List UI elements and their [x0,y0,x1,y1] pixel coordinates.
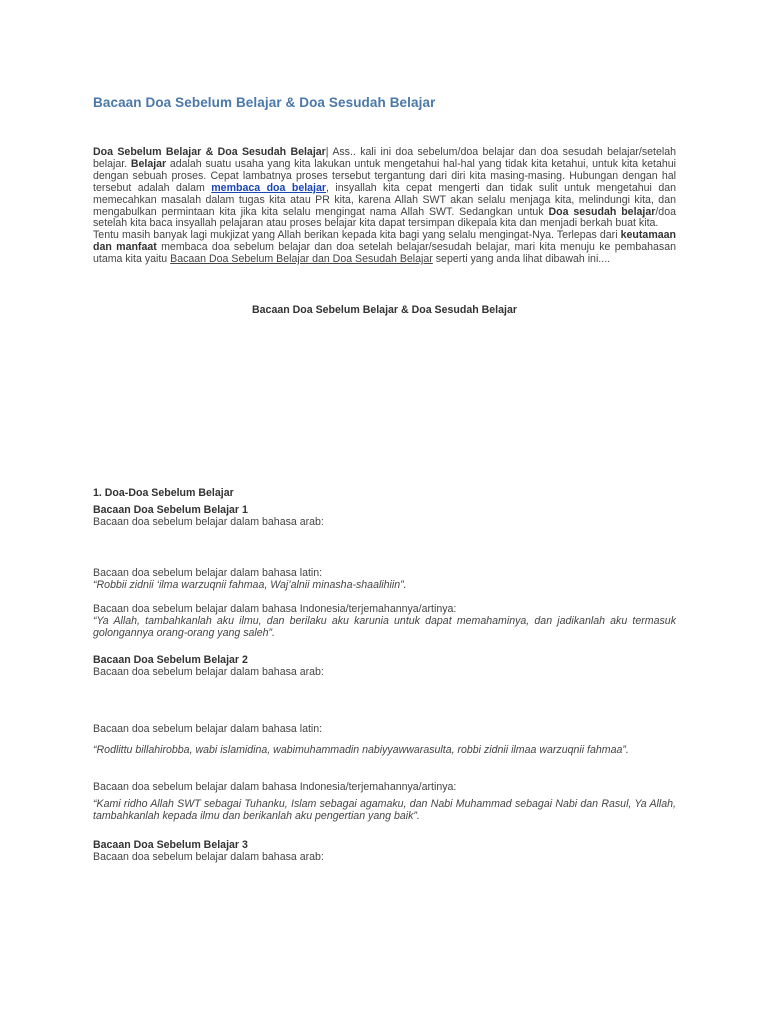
doa3-heading: Bacaan Doa Sebelum Belajar 3 [93,839,248,851]
intro-text-6: membaca doa sebelum belajar dan doa setelah belajar/sesudah belajar, mari kita menuju ke pembahasan utama kita yaitu [93,241,676,266]
intro-bold-keutamaan: keutamaan dan manfaat [93,229,676,254]
doa2-arab-label: Bacaan doa sebelum belajar dalam bahasa arab: [93,666,324,678]
doa1-indo-text: “Ya Allah, tambahkanlah aku ilmu, dan berilaku aku karunia untuk dapat memahaminya, dan jadikanlah aku termasuk golongannya orang-orang yang saleh”. [93,615,676,639]
intro-text-3: , insyallah kita cepat mengerti dan tidak sulit untuk mengetahui dan memecahkan masalah dalam tugas kita atau PR kita, karena Allah SWT akan selalu menjaga kita, melindungi kita, dan mengabulkan permintaan kita jika kita selalu mengingat nama Allah SWT. Sedangkan untuk [93,181,677,218]
center-heading: Bacaan Doa Sebelum Belajar & Doa Sesudah Belajar [252,304,517,316]
intro-bold-doa-sesudah: Doa sesudah belajar [548,205,656,218]
section-heading: 1. Doa-Doa Sebelum Belajar [93,487,234,499]
doa1-arab-label: Bacaan doa sebelum belajar dalam bahasa arab: [93,516,324,528]
intro-text-7: seperti yang anda lihat dibawah ini.... [432,253,611,266]
bacaan-doa-link[interactable]: Bacaan Doa Sebelum Belajar dan Doa Sesudah Belajar [170,253,433,266]
doa2-indo-label: Bacaan doa sebelum belajar dalam bahasa Indonesia/terjemahannya/artinya: [93,781,457,793]
doa2-heading: Bacaan Doa Sebelum Belajar 2 [93,654,248,666]
doa1-latin-text: “Robbii zidnii ‘ilma warzuqnii fahmaa, Waj’alnii minasha-shaalihiin”. [93,579,407,591]
doa1-heading: Bacaan Doa Sebelum Belajar 1 [93,504,248,516]
doa2-latin-label: Bacaan doa sebelum belajar dalam bahasa latin: [93,723,323,735]
intro-bold-title: Doa Sebelum Belajar & Doa Sesudah Belajar [93,146,326,158]
doa2-indo-text: “Kami ridho Allah SWT sebagai Tuhanku, Islam sebagai agamaku, dan Nabi Muhammad sebagai Nabi dan Rasul, Ya Allah, tambahkanlah kepada ilmu dan berikanlah aku pengertian yang baik”. [93,798,676,822]
intro-text-4: /doa setelah kita baca insyallah pelajaran atau proses belajar kita dapat tersimpan dikepala kita dan menjadi berkah buat kita. [93,205,676,230]
doa3-arab-label: Bacaan doa sebelum belajar dalam bahasa arab: [93,851,324,863]
page-title: Bacaan Doa Sebelum Belajar & Doa Sesudah Belajar [93,95,436,110]
intro-text-1: | Ass.. kali ini doa sebelum/doa belajar dan doa sesudah belajar/setelah belajar. [93,146,676,170]
intro-text [93,147,676,266]
intro-text-2: adalah suatu usaha yang kita lakukan untuk mengetahui hal-hal yang tidak kita ketahui, untuk kita ketahui dengan sebuah proses. Cepat lambatnya proses tersebut tergantung dari diri kita masing-masing. Hubungan dengan hal tersebut adalah dalam [93,157,676,194]
intro-bold-belajar: Belajar [130,157,167,170]
doa1-latin-label: Bacaan doa sebelum belajar dalam bahasa latin: [93,567,323,579]
doa2-latin-text: “Rodlittu billahirobba, wabi islamidina, wabimuhammadin nabiyyawwarasulta, robbi zidnii ilmaa warzuqnii fahmaa”. [93,744,629,756]
intro-text-5: Tentu masih banyak lagi mukjizat yang Allah berikan kepada kita bagi yang selalu mengingat-Nya. Terlepas dari [93,229,621,242]
membaca-doa-belajar-link[interactable]: membaca doa belajar [211,181,327,194]
doa1-indo-label: Bacaan doa sebelum belajar dalam bahasa Indonesia/terjemahannya/artinya: [93,603,457,615]
